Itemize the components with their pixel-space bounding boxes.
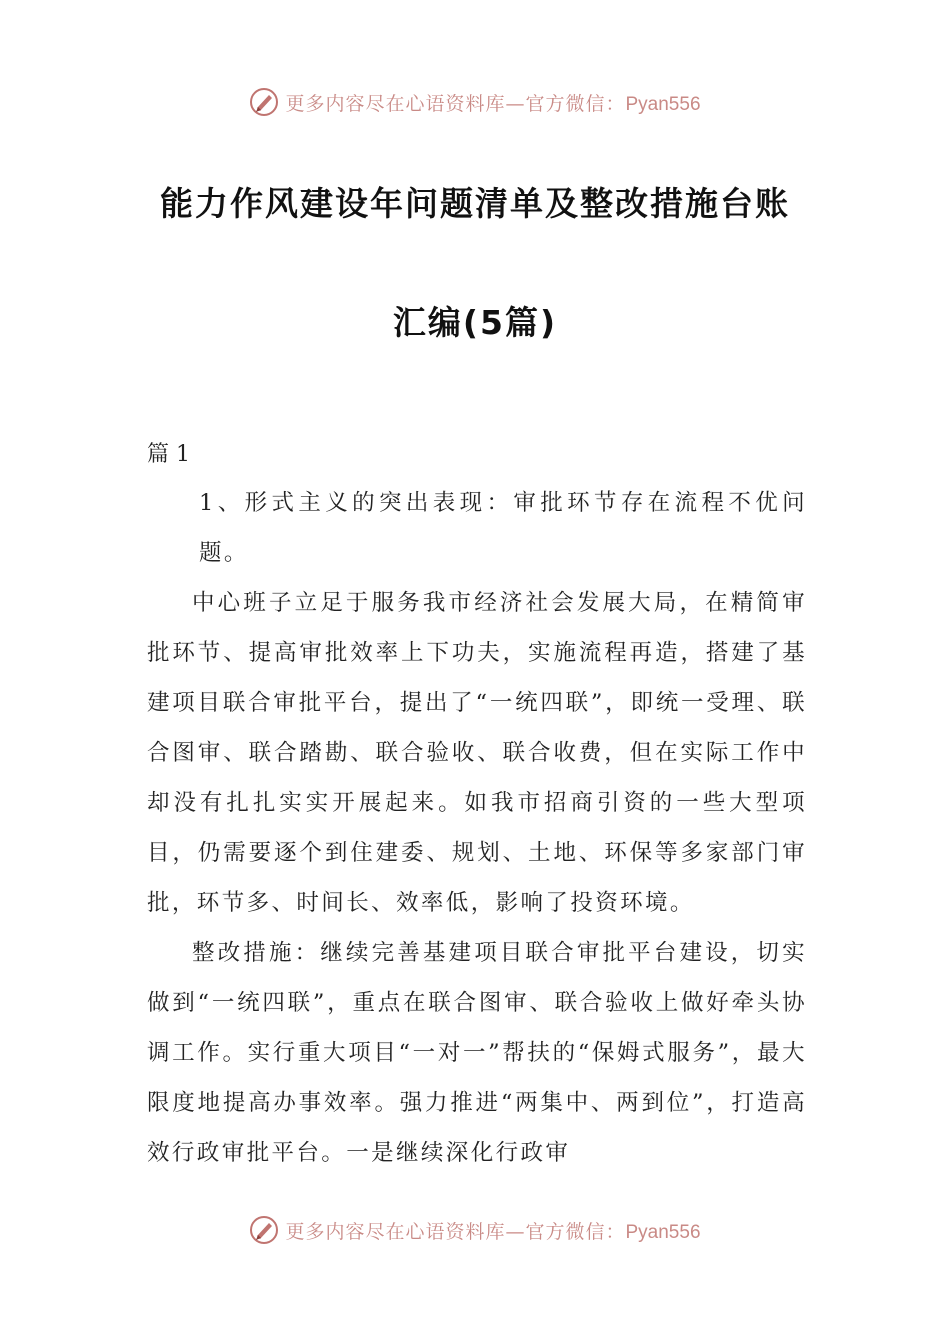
paragraph-heading: 1、形式主义的突出表现：审批环节存在流程不优问题。 <box>199 490 807 566</box>
pen-logo-icon <box>249 87 279 117</box>
paragraph-problem: 中心班子立足于服务我市经济社会发展大局，在精简审批环节、提高审批效率上下功夫，实施流程再造，搭建了基建项目联合审批平台，提出了“一统四联”，即统一受理、联合图审、联合踏勘、联合验收、联合收费，但在实际工作中却没有扎扎实实开展起来。如我市招商引资的一些大型项目，仍需要逐个到住建委、规划、土地、环保等多家部门审批，环节多、时间长、效率低，影响了投资环境。 <box>147 590 807 916</box>
watermark-banner-top <box>0 82 950 122</box>
body-text <box>147 478 807 1178</box>
paragraph-measures: 整改措施：继续完善基建项目联合审批平台建设，切实做到“一统四联”，重点在联合图审、联合验收上做好牵头协调工作。实行重大项目“一对一”帮扶的“保姆式服务”，最大限度地提高办事效率。强力推进“两集中、两到位”，打造高效行政审批平台。一是继续深化行政审 <box>147 940 807 1166</box>
pen-logo-icon <box>249 1215 279 1245</box>
page-title-line-1: 能力作风建设年问题清单及整改措施台账 <box>160 184 790 223</box>
banner-text: 更多内容尽在心语资料库—官方微信：Pyan556 <box>285 92 701 115</box>
page-title-line-2: 汇编(5篇) <box>392 303 558 342</box>
banner-handle: Pyan556 <box>625 1221 701 1243</box>
banner-handle: Pyan556 <box>625 93 701 115</box>
banner-text: 更多内容尽在心语资料库—官方微信：Pyan556 <box>285 1220 701 1243</box>
section-label: 篇 1 <box>147 442 190 467</box>
watermark-banner-bottom <box>0 1210 950 1250</box>
